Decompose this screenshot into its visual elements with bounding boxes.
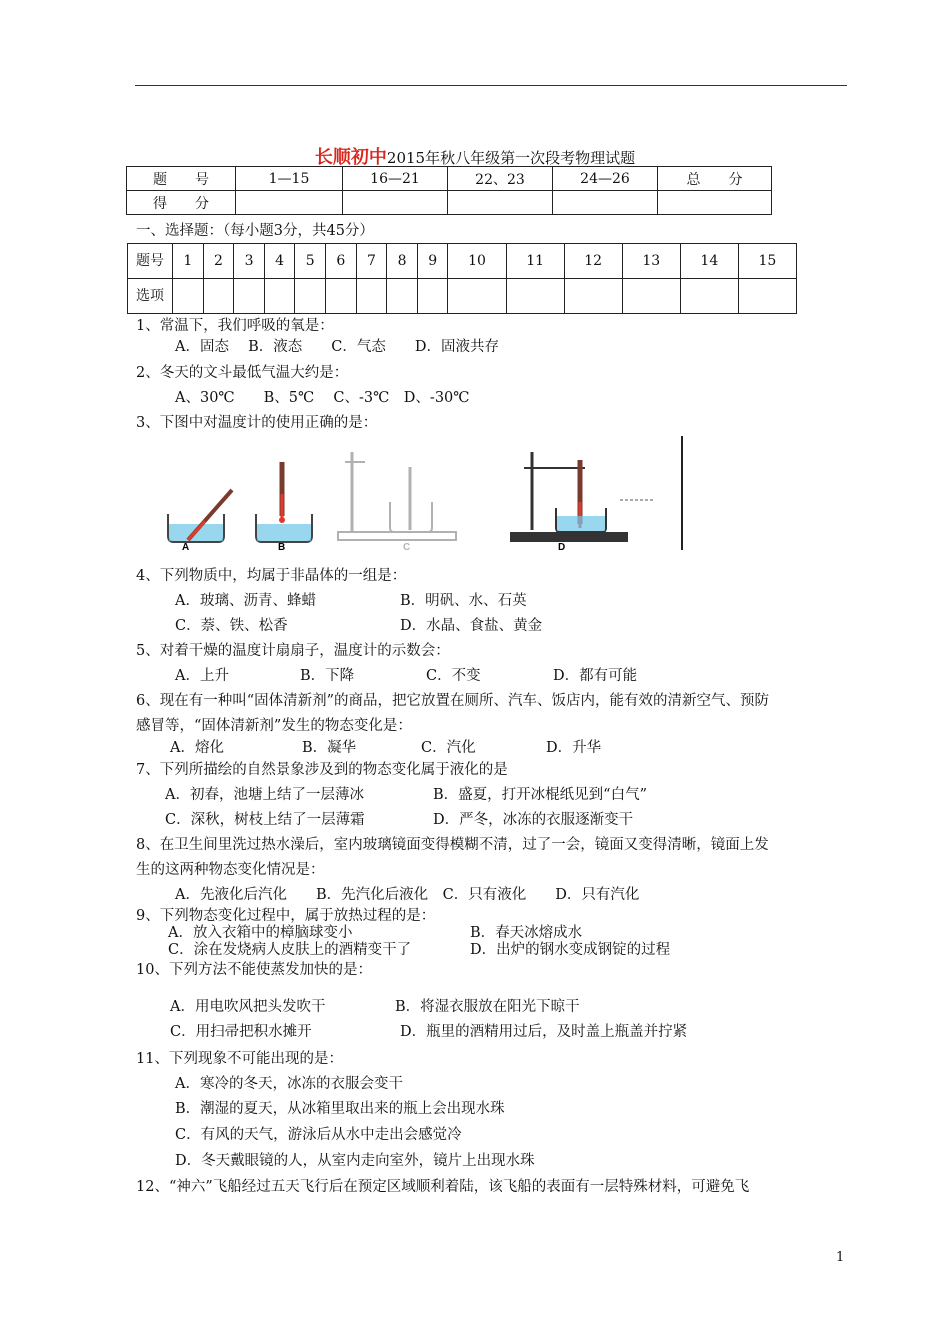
question-options: A．先液化后汽化 B．先汽化后液化 C．只有液化 D．只有汽化 [175,887,640,903]
question-stem-cont: 生的这两种物态变化情况是： [136,862,325,878]
figure-label: A [182,542,190,553]
exam-title: 2015年秋八年级第一次段考物理试题 [386,149,636,167]
answer-row-label: 题号 [128,244,173,279]
score-header-cell: 22、23 [448,167,553,191]
answer-cell[interactable] [295,279,326,314]
score-header-cell: 1—15 [236,167,343,191]
question-stem: 3、下图中对温度计的使用正确的是： [136,415,378,431]
answer-number: 14 [680,244,738,279]
thermometer-figure [160,432,695,554]
figure-label: C [403,542,411,553]
figure-c [338,452,456,540]
option-c: C．涂在发烧病人皮肤上的酒精变干了 [168,942,412,958]
section-heading: 一、选择题：（每小题3分，共45分） [136,223,374,239]
option-d: D．严冬，冰冻的衣服逐渐变干 [433,812,634,828]
option-b: B．明矾、水、石英 [400,593,527,609]
question-stem: 5、对着干燥的温度计扇扇子，温度计的示数会： [136,643,450,659]
score-cell[interactable] [553,191,658,215]
option-d: D．都有可能 [553,668,638,684]
score-cell[interactable] [448,191,553,215]
option-b: B．下降 [300,668,355,684]
answer-table [127,243,797,314]
question-stem: 9、下列物态变化过程中，属于放热过程的是： [136,908,436,924]
answer-number: 10 [448,244,506,279]
option-c: C．深秋，树枝上结了一层薄霜 [165,812,365,828]
option-a: A．用电吹风把头发吹干 [170,999,326,1015]
score-header-cell: 16—21 [343,167,448,191]
figure-b [256,462,312,542]
option-a: A．上升 [175,668,229,684]
score-header-cell: 24—26 [553,167,658,191]
question-stem-cont: 感冒等，“固体清新剂”发生的物态变化是： [136,718,412,734]
question-options: A．固态 B．液态 C．气态 D．固液共存 [175,339,499,355]
option-d: D．水晶、食盐、黄金 [400,618,543,634]
answer-number: 15 [738,244,796,279]
option-a: A．玻璃、沥青、蜂蜡 [175,593,316,609]
question-options: A、30℃ B、5℃ C、-3℃ D、-30℃ [175,390,470,406]
figure-a [168,490,232,542]
option-d: D．瓶里的酒精用过后，及时盖上瓶盖并拧紧 [400,1024,688,1040]
answer-cell[interactable] [506,279,564,314]
score-table [126,166,772,215]
question-stem: 6、现在有一种叫“固体清新剂”的商品，把它放置在厕所、汽车、饭店内，能有效的清新空气、预防 [136,693,770,709]
option-d: D．升华 [546,740,602,756]
option-a: A．熔化 [170,740,224,756]
question-stem: 4、下列物质中，均属于非晶体的一组是： [136,568,407,584]
answer-cell[interactable] [564,279,622,314]
answer-number: 4 [264,244,295,279]
answer-number: 7 [356,244,387,279]
figure-d [510,436,682,550]
option-c: C．有风的天气，游泳后从水中走出会感觉冷 [175,1127,462,1143]
answer-number: 9 [417,244,448,279]
option-b: B．盛夏，打开冰棍纸见到“白气” [433,787,647,803]
answer-cell[interactable] [326,279,357,314]
option-b: B．潮湿的夏天，从冰箱里取出来的瓶上会出现水珠 [175,1101,505,1117]
answer-cell[interactable] [264,279,295,314]
answer-cell[interactable] [203,279,234,314]
question-stem: 11、下列现象不可能出现的是： [136,1051,343,1067]
option-c: C．不变 [426,668,481,684]
answer-number: 11 [506,244,564,279]
option-b: B．将湿衣服放在阳光下晾干 [395,999,580,1015]
option-c: C．萘、铁、松香 [175,618,288,634]
score-header-cell: 总 分 [658,167,772,191]
answer-number: 12 [564,244,622,279]
question-stem: 2、冬天的文斗最低气温大约是： [136,365,349,381]
option-b: B．凝华 [302,740,357,756]
answer-number: 6 [326,244,357,279]
score-row-label: 得 分 [127,191,236,215]
answer-number: 5 [295,244,326,279]
option-c: C．用扫帚把积水摊开 [170,1024,312,1040]
option-b: B．春天冰熔成水 [470,925,583,941]
answer-cell[interactable] [622,279,680,314]
figure-label: D [558,542,566,553]
answer-cell[interactable] [417,279,448,314]
answer-cell[interactable] [173,279,204,314]
option-d: D．出炉的钢水变成钢锭的过程 [470,942,671,958]
answer-cell[interactable] [356,279,387,314]
answer-number: 3 [234,244,265,279]
score-cell[interactable] [236,191,343,215]
answer-number: 1 [173,244,204,279]
answer-cell[interactable] [680,279,738,314]
question-stem: 8、在卫生间里洗过热水澡后，室内玻璃镜面变得模糊不清，过了一会，镜面又变得清晰，镜面上发 [136,837,769,853]
answer-cell[interactable] [387,279,418,314]
question-stem: 12、“神六”飞船经过五天飞行后在预定区域顺利着陆，该飞船的表面有一层特殊材料，可避免飞 [136,1179,750,1195]
answer-number: 13 [622,244,680,279]
header-rule [135,85,847,86]
option-c: C．汽化 [421,740,476,756]
question-stem: 10、下列方法不能使蒸发加快的是： [136,962,372,978]
score-cell[interactable] [343,191,448,215]
school-name: 长顺初中 [314,147,387,168]
answer-cell[interactable] [448,279,506,314]
question-stem: 1、常温下，我们呼吸的氧是： [136,318,334,334]
score-cell[interactable] [658,191,772,215]
figure-label: B [278,542,286,553]
option-a: A．寒冷的冬天，冰冻的衣服会变干 [175,1076,403,1092]
answer-cell[interactable] [234,279,265,314]
answer-cell[interactable] [738,279,796,314]
page-number: 1 [836,1250,845,1265]
answer-number: 8 [387,244,418,279]
option-a: A．放入衣箱中的樟脑球变小 [168,925,353,941]
answer-row-label: 选项 [128,279,173,314]
answer-number: 2 [203,244,234,279]
option-a: A．初春，池塘上结了一层薄冰 [165,787,364,803]
option-d: D．冬天戴眼镜的人，从室内走向室外，镜片上出现水珠 [175,1153,535,1169]
score-header-cell: 题 号 [127,167,236,191]
question-stem: 7、下列所描绘的自然景象涉及到的物态变化属于液化的是 [136,762,508,778]
